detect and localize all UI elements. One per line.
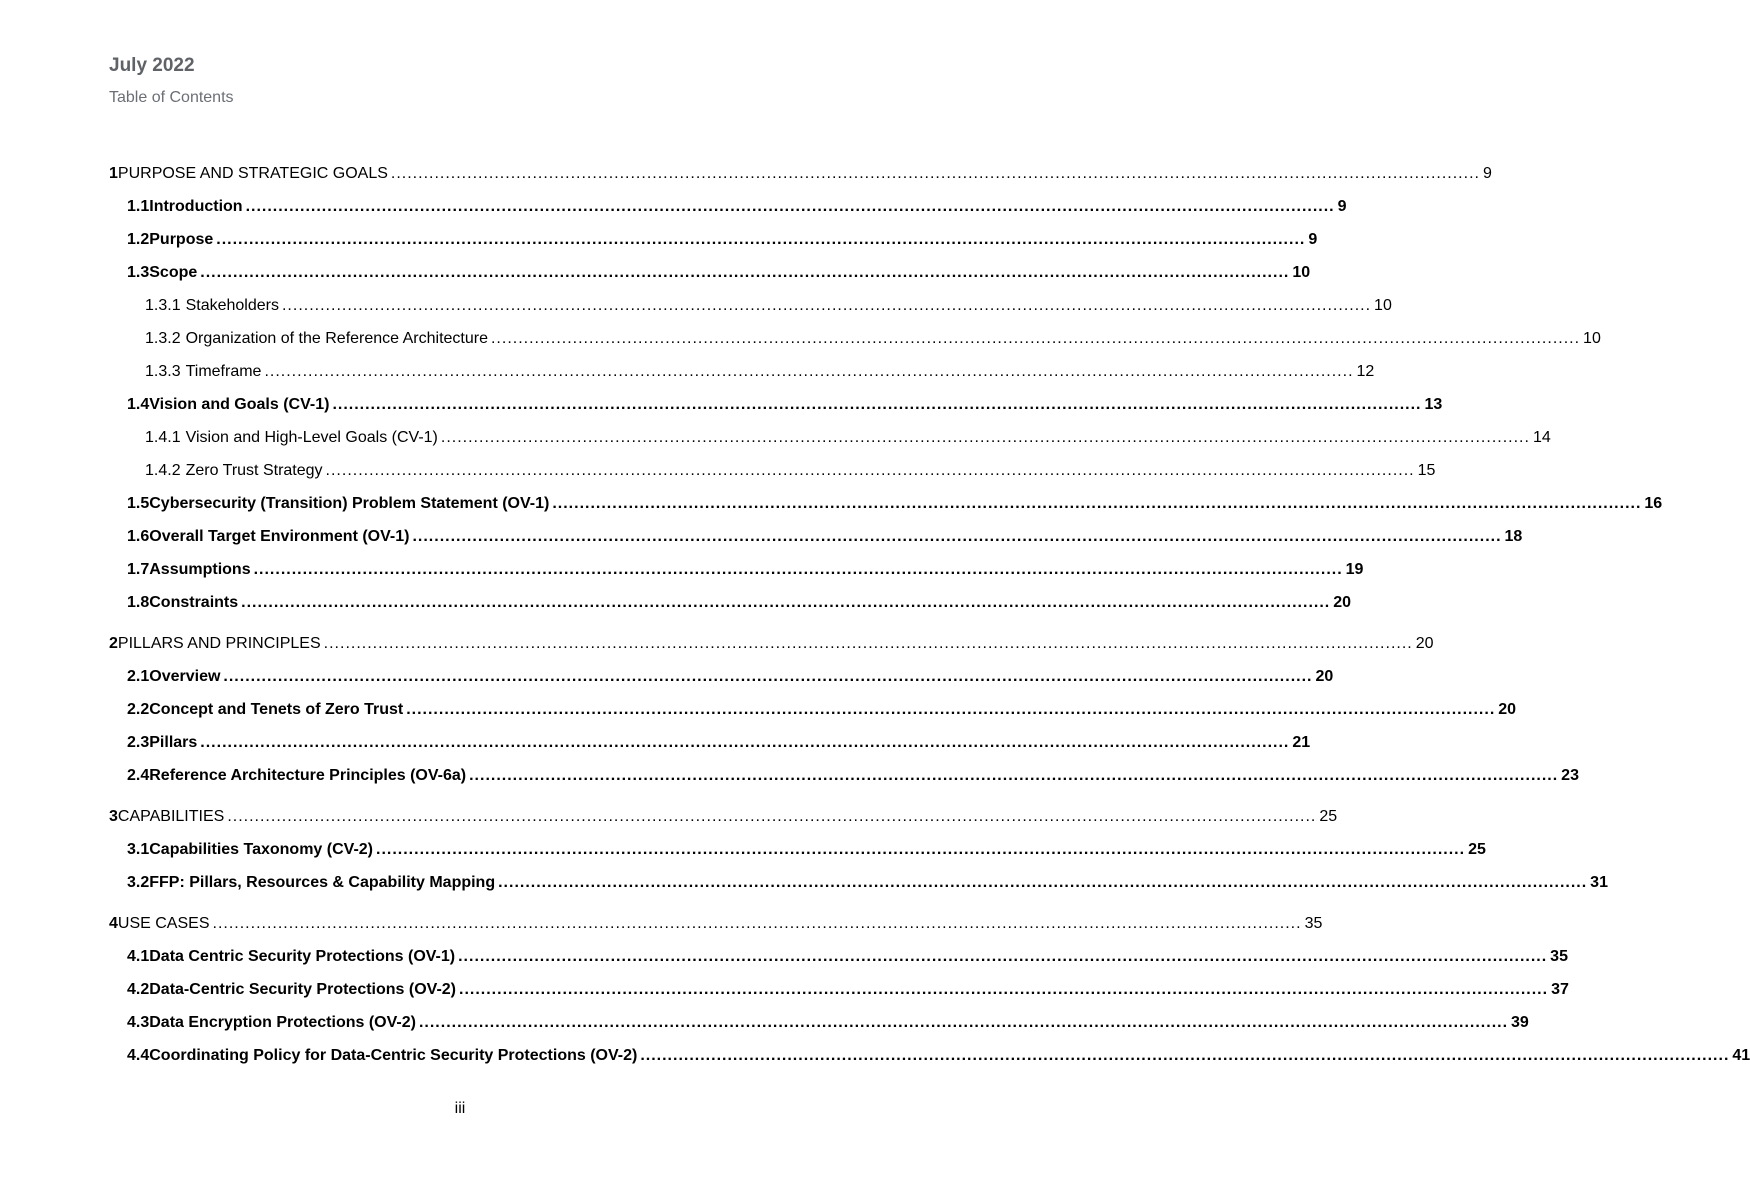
toc-entry-page: 9 (1308, 231, 1318, 248)
toc-entry-title: CAPABILITIES (117, 808, 225, 825)
toc-entry-number: 4.2 (127, 981, 150, 998)
toc-entry-number: 1.3.2 (145, 330, 181, 347)
toc-entry-number: 4 (109, 915, 118, 932)
document-date: July 2022 (109, 55, 195, 76)
toc-entry[interactable] (109, 460, 1436, 493)
toc-entry-title: Pillars (149, 734, 198, 751)
toc-entry-page: 20 (1498, 701, 1517, 718)
toc-entry-page: 25 (1319, 808, 1338, 825)
toc-entry-number: 4.4 (127, 1047, 150, 1064)
toc-entry-page: 20 (1333, 594, 1352, 611)
toc-leader-dots: ........................................................................................................................................................................................................ (253, 561, 1343, 578)
toc-entry-title: Data Encryption Protections (OV-2) (149, 1014, 416, 1031)
toc-entry-number: 1.4.1 (145, 429, 181, 446)
toc-leader-dots: ........................................................................................................................................................................................................ (390, 165, 1480, 182)
toc-leader-dots: ........................................................................................................................................................................................................ (440, 429, 1530, 446)
toc-entry-number: 1.6 (127, 528, 150, 545)
toc-entry-number: 4.1 (127, 948, 150, 965)
toc-entry-page: 16 (1644, 495, 1663, 512)
toc-entry-number: 1.4.2 (145, 462, 181, 479)
toc-leader-dots: ........................................................................................................................................................................................................ (406, 701, 1496, 718)
toc-entry-number: 2.4 (127, 767, 150, 784)
toc-entry-number: 1 (109, 165, 118, 182)
toc-entry-page: 31 (1590, 874, 1608, 891)
toc-entry[interactable] (109, 394, 1443, 427)
toc-entry-number: 2 (109, 635, 118, 652)
toc-entry-title: Reference Architecture Principles (OV-6a) (149, 767, 467, 784)
toc-entry-page: 21 (1292, 734, 1311, 751)
toc-entry[interactable] (109, 765, 1579, 798)
toc-entry[interactable] (109, 592, 1352, 625)
toc-leader-dots: ........................................................................................................................................................................................................ (241, 594, 1331, 611)
toc-entry-title: Vision and Goals (CV-1) (149, 396, 330, 413)
toc-entry-title: Overview (149, 668, 221, 685)
toc-entry-page: 10 (1583, 330, 1601, 347)
toc-leader-dots: ........................................................................................................................................................................................................ (458, 948, 1548, 965)
toc-entry-title: Data-Centric Security Protections (OV-2) (149, 981, 456, 998)
toc-entry-page: 20 (1315, 668, 1334, 685)
toc-entry-page: 9 (1482, 165, 1492, 182)
toc-leader-dots: ........................................................................................................................................................................................................ (498, 874, 1588, 891)
toc-entry[interactable] (109, 361, 1375, 394)
toc-entry-title: Vision and High-Level Goals (CV-1) (185, 429, 438, 446)
toc-entry-title: Scope (149, 264, 198, 281)
toc-entry-page: 25 (1468, 841, 1486, 858)
toc-leader-dots: ........................................................................................................................................................................................................ (223, 668, 1313, 685)
toc-entry-page: 12 (1356, 363, 1375, 380)
toc-leader-dots: ........................................................................................................................................................................................................ (325, 462, 1415, 479)
toc-entry-page: 14 (1532, 429, 1551, 446)
toc-leader-dots: ........................................................................................................................................................................................................ (216, 231, 1306, 248)
toc-entry[interactable] (109, 295, 1392, 328)
toc-entry-title: Capabilities Taxonomy (CV-2) (149, 841, 373, 858)
page-number: iii (454, 1100, 466, 1117)
toc-entry-title: Organization of the Reference Architecture (185, 330, 488, 347)
toc-entry-title: FFP: Pillars, Resources & Capability Mapping (149, 874, 496, 891)
toc-leader-dots: ........................................................................................................................................................................................................ (200, 734, 1290, 751)
toc-entry-page: 41 (1732, 1047, 1750, 1064)
toc-entry[interactable] (109, 732, 1311, 765)
toc-leader-dots: ........................................................................................................................................................................................................ (332, 396, 1422, 413)
toc-entry-page: 35 (1550, 948, 1568, 965)
toc-leader-dots: ........................................................................................................................................................................................................ (264, 363, 1354, 380)
toc-entry[interactable] (109, 806, 1338, 839)
toc-entry-number: 2.1 (127, 668, 150, 685)
toc-leader-dots: ........................................................................................................................................................................................................ (376, 841, 1466, 858)
toc-entry[interactable] (109, 427, 1551, 460)
toc-entry-number: 1.8 (127, 594, 150, 611)
toc-entry-page: 18 (1504, 528, 1523, 545)
toc-entry-number: 1.5 (127, 495, 150, 512)
toc-entry[interactable] (109, 1012, 1529, 1045)
toc-entry[interactable] (109, 699, 1517, 732)
toc-entry[interactable] (109, 196, 1347, 229)
toc-leader-dots: ........................................................................................................................................................................................................ (245, 198, 1335, 215)
toc-entry-page: 37 (1551, 981, 1569, 998)
toc-leader-dots: ........................................................................................................................................................................................................ (227, 808, 1317, 825)
toc-entry-title: Concept and Tenets of Zero Trust (149, 701, 404, 718)
toc-entry[interactable] (109, 1045, 1750, 1078)
toc-entry-number: 1.3 (127, 264, 150, 281)
toc-entry-number: 1.2 (127, 231, 150, 248)
toc-entry-page: 35 (1304, 915, 1323, 932)
toc-entry-page: 19 (1345, 561, 1364, 578)
toc-entry-title: Assumptions (149, 561, 251, 578)
toc-entry-number: 2.2 (127, 701, 150, 718)
toc-entry-title: Introduction (149, 198, 243, 215)
toc-entry[interactable] (109, 493, 1663, 526)
toc-entry[interactable] (109, 666, 1334, 699)
toc-entry[interactable] (109, 913, 1323, 946)
toc-entry-number: 3.2 (127, 874, 150, 891)
toc-entry-number: 1.4 (127, 396, 150, 413)
toc-entry-number: 1.3.3 (145, 363, 181, 380)
toc-entry[interactable] (109, 979, 1569, 1012)
toc-entry[interactable] (109, 526, 1523, 559)
toc-entry[interactable] (109, 872, 1608, 905)
toc-entry-title: Constraints (149, 594, 239, 611)
toc-entry-number: 1.7 (127, 561, 150, 578)
toc-entry-number: 3.1 (127, 841, 150, 858)
toc-entry-number: 1.3.1 (145, 297, 181, 314)
toc-entry-number: 3 (109, 808, 118, 825)
toc-entry-title: Zero Trust Strategy (185, 462, 323, 479)
running-header-title: Table of Contents (109, 89, 234, 106)
toc-entry-page: 23 (1561, 767, 1579, 784)
table-of-contents (109, 163, 1750, 1078)
toc-entry-title: USE CASES (117, 915, 210, 932)
toc-entry-page: 10 (1374, 297, 1392, 314)
toc-entry-title: PURPOSE AND STRATEGIC GOALS (117, 165, 388, 182)
toc-leader-dots: ........................................................................................................................................................................................................ (640, 1047, 1730, 1064)
toc-entry-title: Timeframe (185, 363, 262, 380)
toc-entry-title: Stakeholders (185, 297, 279, 314)
toc-entry-page: 10 (1292, 264, 1311, 281)
toc-leader-dots: ........................................................................................................................................................................................................ (490, 330, 1581, 347)
toc-entry-title: Coordinating Policy for Data-Centric Security Protections (OV-2) (149, 1047, 638, 1064)
toc-entry-number: 4.3 (127, 1014, 150, 1031)
toc-entry-page: 13 (1424, 396, 1443, 413)
toc-entry-page: 15 (1417, 462, 1436, 479)
toc-leader-dots: ........................................................................................................................................................................................................ (418, 1014, 1509, 1031)
toc-leader-dots: ........................................................................................................................................................................................................ (281, 297, 1372, 314)
toc-leader-dots: ........................................................................................................................................................................................................ (469, 767, 1559, 784)
toc-entry-title: Cybersecurity (Transition) Problem Statement (OV-1) (149, 495, 550, 512)
toc-entry[interactable] (109, 163, 1492, 196)
toc-entry[interactable] (109, 633, 1434, 666)
toc-entry-title: Overall Target Environment (OV-1) (149, 528, 410, 545)
toc-entry[interactable] (109, 839, 1486, 872)
toc-leader-dots: ........................................................................................................................................................................................................ (200, 264, 1290, 281)
toc-entry[interactable] (109, 946, 1568, 979)
toc-entry-number: 2.3 (127, 734, 150, 751)
toc-entry-title: Purpose (149, 231, 214, 248)
toc-entry-page: 9 (1337, 198, 1347, 215)
toc-entry-title: Data Centric Security Protections (OV-1) (149, 948, 456, 965)
toc-leader-dots: ........................................................................................................................................................................................................ (323, 635, 1413, 652)
toc-entry[interactable] (109, 229, 1318, 262)
toc-entry-page: 20 (1415, 635, 1434, 652)
toc-entry[interactable] (109, 559, 1364, 592)
toc-leader-dots: ........................................................................................................................................................................................................ (412, 528, 1502, 545)
toc-entry-number: 1.1 (127, 198, 150, 215)
toc-entry-title: PILLARS AND PRINCIPLES (117, 635, 321, 652)
toc-leader-dots: ........................................................................................................................................................................................................ (552, 495, 1642, 512)
toc-leader-dots: ........................................................................................................................................................................................................ (212, 915, 1302, 932)
toc-leader-dots: ........................................................................................................................................................................................................ (459, 981, 1549, 998)
toc-entry[interactable] (109, 328, 1601, 361)
toc-entry[interactable] (109, 262, 1311, 295)
toc-entry-page: 39 (1511, 1014, 1529, 1031)
